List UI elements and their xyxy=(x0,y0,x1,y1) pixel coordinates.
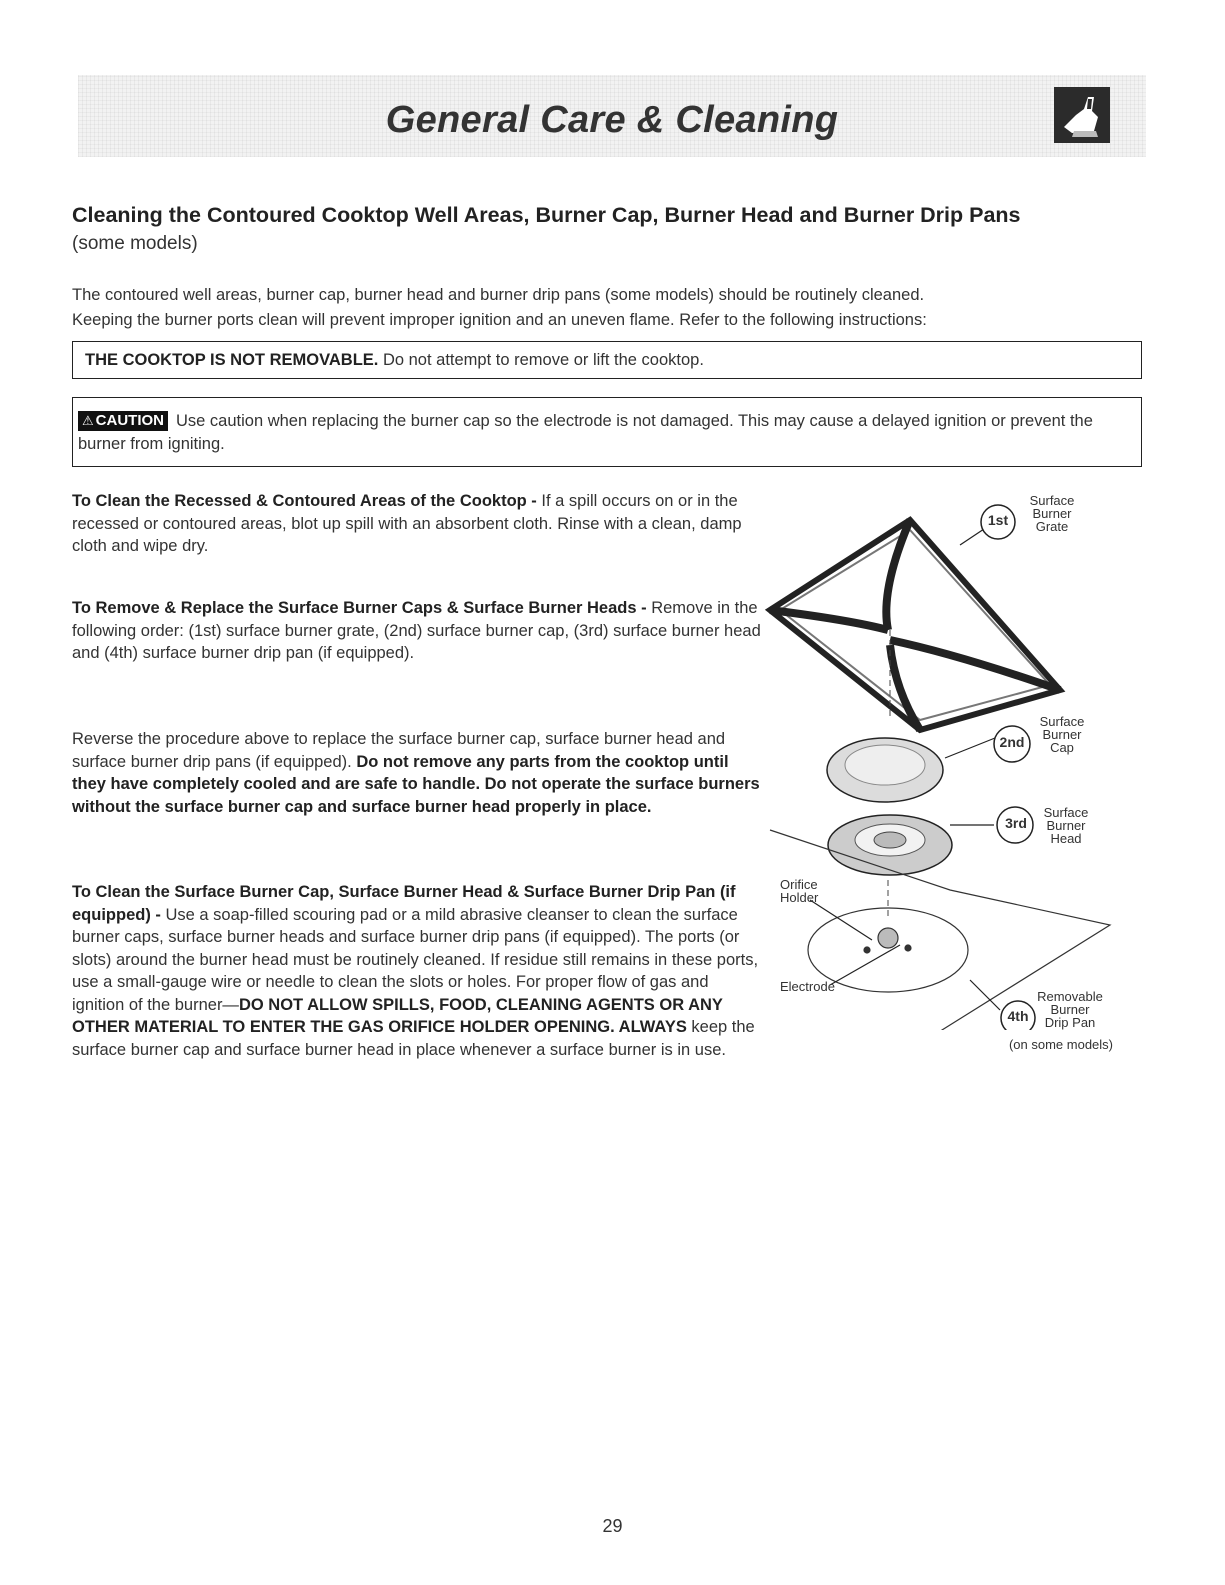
caution-box xyxy=(72,397,1142,467)
notice-text: Do not attempt to remove or lift the cooktop. xyxy=(378,351,704,369)
paragraph-body: Reverse the procedure above to replace the surface burner cap, surface burner head and surface burner drip pans (if equipped). xyxy=(72,730,726,771)
step-2-label: Surface Burner Cap xyxy=(1039,714,1085,755)
header-banner xyxy=(78,75,1146,157)
paragraph-body: Remove in the following order: (1st) surface burner grate, (2nd) surface burner cap, (3rd) surface burner head and (4th) surface burner drip pan (if equipped). xyxy=(72,599,761,662)
cleaning-hand-icon xyxy=(1054,87,1110,143)
orifice-holder-label: Orifice Holder xyxy=(780,877,819,905)
step-4-note: (on some models) xyxy=(1008,1037,1114,1052)
step-2-badge: 2nd xyxy=(999,734,1025,750)
step-badges xyxy=(981,505,1035,1030)
step-1-label: Surface Burner Grate xyxy=(1029,493,1075,534)
caution-text: Use caution when replacing the burner cap so the electrode is not damaged. This may cause a delayed ignition or prevent the burner from igniting. xyxy=(78,412,1093,453)
paragraph-heading: To Clean the Recessed & Contoured Areas of the Cooktop - xyxy=(72,492,537,510)
warning-triangle-icon: ⚠ xyxy=(82,413,94,428)
intro-line-1: The contoured well areas, burner cap, burner head and burner drip pans (some models) should be routinely cleaned. xyxy=(72,286,925,304)
burner-exploded-diagram xyxy=(760,480,1160,1052)
paragraph-warning: Do not remove any parts from the cooktop until they have completely cooled and are safe to handle. Do not operate the surface burners without the surface burner cap and surface burner head properly in place. xyxy=(72,752,760,816)
notice-box xyxy=(72,341,1142,379)
paragraph-body-end: keep the surface burner cap and surface burner head in place whenever a surface burner is in use. xyxy=(72,1018,755,1059)
caution-badge-label: CAUTION xyxy=(95,412,164,429)
paragraph-warning: DO NOT ALLOW SPILLS, FOOD, CLEANING AGENTS OR ANY OTHER MATERIAL TO ENTER THE GAS ORIFICE HOLDER OPENING. ALWAYS xyxy=(72,995,723,1036)
caution-badge xyxy=(78,411,168,431)
notice-bold: THE COOKTOP IS NOT REMOVABLE. xyxy=(85,351,379,369)
paragraph-heading: To Clean the Surface Burner Cap, Surface Burner Head & Surface Burner Drip Pan (if equipped) - xyxy=(72,883,736,924)
intro-line-2: Keeping the burner ports clean will prevent improper ignition and an uneven flame. Refer to the following instructions: xyxy=(72,311,927,329)
step-3-label: Surface Burner Head xyxy=(1043,805,1089,846)
paragraph-reverse-procedure xyxy=(72,728,762,818)
paragraph-clean-recessed xyxy=(72,490,762,558)
paragraph-body: Use a soap-filled scouring pad or a mild abrasive cleanser to clean the surface burner caps, surface burner heads and surface burner drip pans (if equipped). The ports (or slots) around the burner head must be routinely cleaned. If residue still remains in these ports, use a small-gauge wire or needle to clean the slots or holes. For proper flow of gas and ignition of the burner— xyxy=(72,905,759,1014)
step-4-label: Removable Burner Drip Pan xyxy=(1037,989,1103,1030)
electrode-label: Electrode xyxy=(780,979,835,994)
paragraph-clean-burner-parts xyxy=(72,881,762,1061)
paragraph-body: If a spill occurs on or in the recessed or contoured areas, blot up spill with an absorbent cloth. Rinse with a clean, damp cloth and wipe dry. xyxy=(72,492,742,555)
paragraph-heading: To Remove & Replace the Surface Burner Caps & Surface Burner Heads - xyxy=(72,599,647,617)
burner-head-drawing xyxy=(828,815,952,875)
section-title: Cleaning the Contoured Cooktop Well Areas, Burner Cap, Burner Head and Burner Drip Pans xyxy=(72,203,1021,227)
page-title: General Care & Cleaning xyxy=(385,99,839,141)
burner-cap-drawing xyxy=(827,738,943,802)
step-1-badge: 1st xyxy=(987,512,1009,528)
step-3-badge: 3rd xyxy=(1005,815,1027,831)
step-4-badge: 4th xyxy=(1007,1008,1029,1024)
intro-text xyxy=(72,283,1152,333)
burner-diagram-art xyxy=(760,480,1160,1030)
paragraph-remove-replace xyxy=(72,597,762,665)
section-subtitle: (some models) xyxy=(72,233,198,254)
page-number: 29 xyxy=(602,1516,623,1536)
burner-grate-drawing xyxy=(770,520,1060,730)
